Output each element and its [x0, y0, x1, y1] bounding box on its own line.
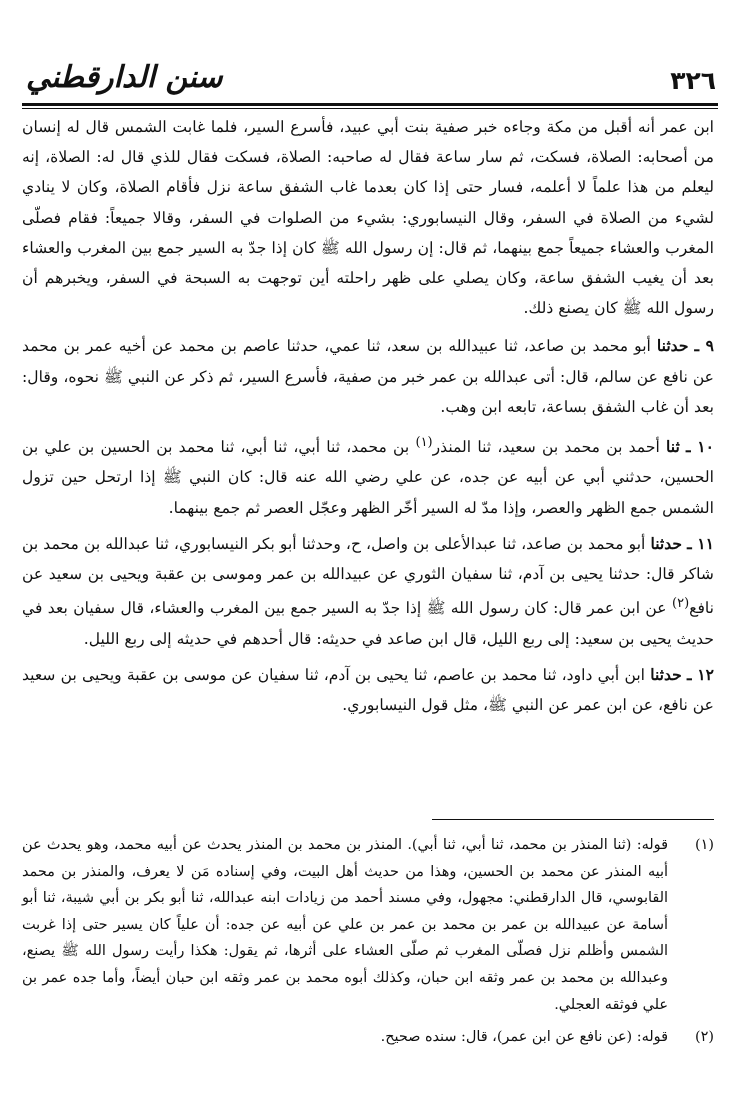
book-title: سنن الدارقطني	[26, 60, 223, 95]
footnote-separator	[432, 819, 714, 820]
hadith-number: ١٢ ـ	[687, 664, 714, 684]
footnote-marker: (٢)	[695, 1029, 714, 1046]
hadith-text: أبو محمد بن صاعد، ثنا عبيدالله بن سعد، ثنا عمي، حدثنا عاصم بن محمد عن أخيه عمر بن محمد عن نافع عن سالم، قال: أتى عبدالله بن عمر خبر من صفية، فأسرع السير، ثم ذكر عن النبي ﷺ نحوه، وقال: بعد أن غاب الشفق بساعة، تابعه ابن وهب.	[22, 337, 714, 416]
hadith-9	[22, 331, 714, 422]
footnote-1	[22, 832, 714, 1018]
main-text	[22, 112, 714, 726]
hadith-keyword: ثنا	[666, 437, 680, 457]
hadith-text: أبو محمد بن صاعد، ثنا عبدالأعلى بن واصل، ح، وحدثنا أبو بكر النيسابوري، ثنا عبدالله بن محمد بن شاكر قال: حدثنا يحيى بن آدم، ثنا سفيان الثوري عن عبيدالله بن عمر وموسى بن عقبة ويحيى بن سعيد عن نافع	[22, 534, 714, 618]
header-rule-thin	[22, 108, 718, 109]
hadith-keyword: حدثنا	[650, 533, 683, 553]
hadith-number: ١٠ ـ	[686, 437, 714, 457]
footnote-reference[interactable]: (٢)	[672, 596, 690, 612]
footnote-text: قوله: (ثنا المنذر بن محمد، ثنا أبي، ثنا أبي). المنذر بن محمد بن المنذر يحدث عن أبيه محمد، وهو يحدث عن أبيه المنذر عن محمد بن الحسين، وهذا من حديث أهل البيت، وفي إسناده مَن لا يعرف، والمنذر بن محمد القابوسي، قال الدارقطني: مجهول، وفي مسند أحمد من زيادات ابنه عبدالله، ثنا أبو بكر بن أبي شيبة، ثنا أبو أسامة عن عبيدالله بن عمر بن محمد بن عمر بن علي عن أبيه عن جده: أن علياً كان يسير حتى إذا غربت الشمس وأظلم نزل فصلّى المغرب ثم صلّى العشاء على أثرها، ثم يقول: هكذا رأيت رسول الله ﷺ يصنع، وعبدالله بن محمد بن عمر وثقه ابن حبان، وكذلك أبوه محمد بن عمر وثقه ابن حبان أيضاً، وأما جده عمر بن علي فوثقه العجلي.	[22, 837, 668, 1013]
hadith-number: ١١ ـ	[687, 533, 714, 553]
paragraph-text: ابن عمر أنه أقبل من مكة وجاءه خبر صفية بنت أبي عبيد، فأسرع السير، فلما غابت الشمس قال له إنسان من أصحابه: الصلاة، فسكت، ثم سار ساعة فقال له صاحبه: الصلاة، فسكت فقال للذي قال له: الصلاة، إنه ليعلم من هذا علماً لا أعلمه، فسار حتى إذا كان بعدما غاب الشفق ساعة نزل فأقام الصلاة، وكان لا ينادي لشيء من الصلاة في السفر، وقال النيسابوري: بشيء من الصلوات في السفر، وقالا جميعاً: فقام فصلّى المغرب والعشاء جميعاً جمع بينهما، ثم قال: إن رسول الله ﷺ كان إذا جدّ به السير جمع بين المغرب والعشاء بعد أن يغيب الشفق ساعة، وكان يصلي على ظهر راحلته أين توجهت به السبحة في السفر، ويخبرهم أن رسول الله ﷺ كان يصنع ذلك.	[22, 118, 714, 318]
header-rule	[22, 103, 718, 106]
footnotes	[22, 832, 714, 1057]
hadith-text: ابن أبي داود، ثنا محمد بن عاصم، ثنا يحيى بن آدم، ثنا سفيان عن موسى بن عقبة ويحيى بن سعيد عن نافع، عن ابن عمر عن النبي ﷺ، مثل قول النيسابوري.	[22, 665, 714, 715]
paragraph-continuation	[22, 112, 714, 323]
hadith-11	[22, 529, 714, 654]
hadith-keyword: حدثنا	[650, 664, 682, 684]
hadith-number: ٩ ـ	[694, 336, 714, 356]
hadith-text: أحمد بن محمد بن سعيد، ثنا المنذر	[432, 438, 660, 457]
hadith-keyword: حدثنا	[656, 336, 689, 356]
page-header	[26, 60, 716, 108]
footnote-2	[22, 1024, 714, 1051]
hadith-12	[22, 660, 714, 720]
footnote-marker: (١)	[695, 837, 714, 853]
hadith-text: عن ابن عمر قال: كان رسول الله ﷺ إذا جدّ به السير جمع بين المغرب والعشاء، قال سفيان بعد في حديث يحيى بن سعيد: إلى ربع الليل، قال ابن صاعد في حديثه: قال أحدهم في حديثه إلى ربع الليل.	[22, 599, 714, 648]
footnote-text: قوله: (عن نافع عن ابن عمر)، قال: سنده صحيح.	[380, 1029, 668, 1046]
hadith-text: بن محمد، ثنا أبي، ثنا أبي، ثنا محمد بن الحسين بن علي بن الحسين، حدثني أبي عن أبيه عن جده، عن علي رضي الله عنه قال: كان النبي ﷺ إذا ارتحل حين تزول الشمس جمع الظهر والعصر، وإذا مدّ له السير أخّر الظهر وعجّل العصر ثم جمع بينهما.	[22, 438, 714, 517]
hadith-10	[22, 428, 714, 523]
footnote-reference[interactable]: (١)	[415, 435, 433, 451]
page-number: ٣٢٦	[670, 66, 716, 95]
